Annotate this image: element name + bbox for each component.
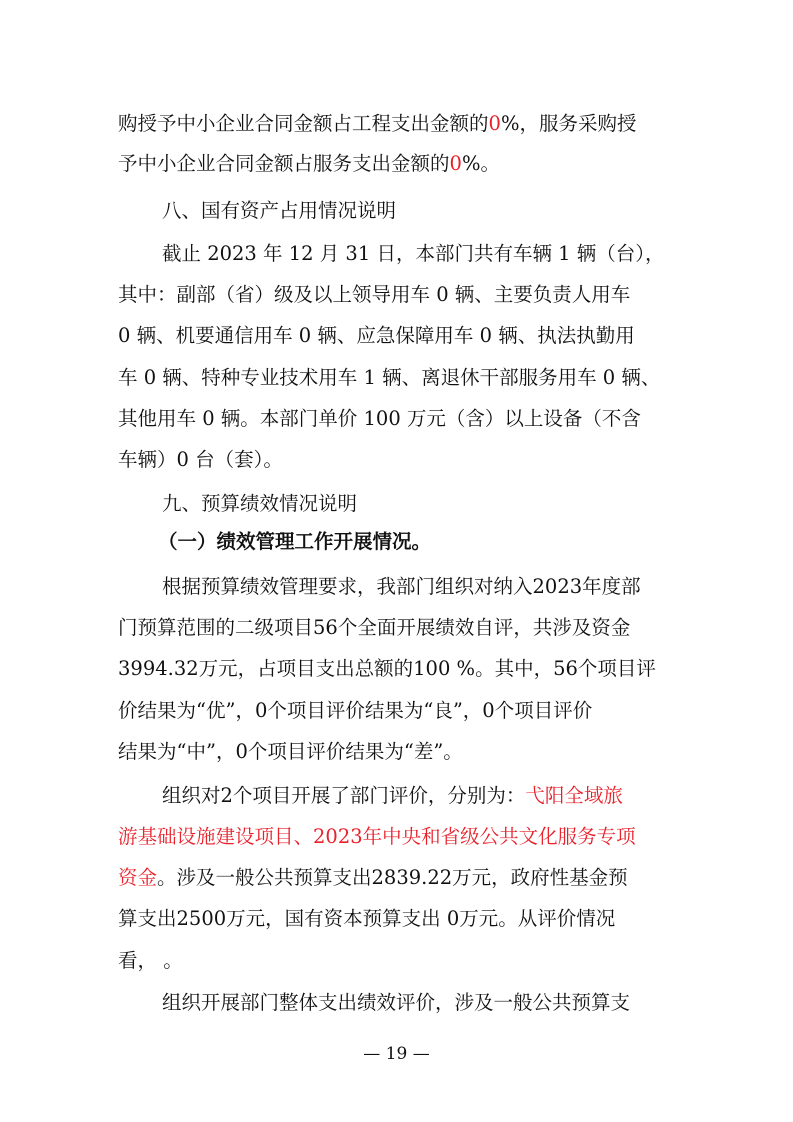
text-segment: 组织开展部门整体支出绩效评价，涉及一般公共预算支	[162, 991, 631, 1014]
text-line	[158, 530, 680, 554]
text-line	[118, 407, 680, 431]
text-segment: 根据预算绩效管理要求，我部门组织对纳入2023年度部	[162, 575, 641, 598]
text-segment: 组织对2个项目开展了部门评价，分别为：	[162, 784, 526, 807]
text-segment: 0	[449, 152, 462, 175]
text-segment: 其他用车 0 辆。本部门单价 100 万元（含）以上设备（不含	[118, 407, 641, 430]
text-line	[118, 448, 680, 472]
text-segment: 购授予中小企业合同金额占工程支出金额的	[118, 112, 489, 135]
text-segment: 0	[488, 112, 501, 135]
text-segment: 门预算范围的二级项目56个全面开展绩效自评，共涉及资金	[118, 616, 631, 639]
text-line	[118, 152, 680, 176]
text-segment: （一）绩效管理工作开展情况。	[158, 530, 432, 553]
text-segment: %。	[461, 152, 500, 175]
text-line	[118, 366, 680, 390]
text-segment: 资金	[118, 866, 158, 889]
text-line	[118, 825, 680, 849]
page-number: — 19 —	[363, 1044, 430, 1064]
text-segment: 算支出2500万元，国有资本预算支出 0万元。从评价情况	[118, 907, 616, 930]
text-segment: 价结果为“优”，0个项目评价结果为“良”，0个项目评价	[118, 699, 593, 722]
text-segment: 车 0 辆、特种专业技术用车 1 辆、离退休干部服务用车 0 辆、	[118, 366, 661, 389]
text-line	[118, 866, 680, 890]
text-segment: 。涉及一般公共预算支出2839.22万元，政府性基金预	[157, 866, 628, 889]
text-line	[162, 784, 680, 808]
text-line	[118, 657, 680, 681]
text-segment: 其中：副部（省）级及以上领导用车 0 辆、主要负责人用车	[118, 283, 631, 306]
text-line	[118, 283, 680, 307]
text-line	[162, 991, 680, 1015]
text-line	[118, 740, 680, 764]
text-line	[162, 242, 680, 266]
text-line	[118, 699, 680, 723]
text-segment: 3994.32万元，占项目支出总额的100 %。其中，56个项目评	[118, 657, 656, 680]
text-line	[118, 907, 680, 931]
text-segment: 游基础设施建设项目、2023年中央和省级公共文化服务专项	[118, 825, 636, 848]
text-line	[118, 324, 680, 348]
text-line	[162, 492, 680, 516]
text-segment: 看， 。	[118, 949, 183, 972]
text-segment: 八、国有资产占用情况说明	[162, 199, 397, 222]
text-line	[118, 949, 680, 973]
text-line	[162, 199, 680, 223]
text-segment: 结果为“中”，0个项目评价结果为“差”。	[118, 740, 463, 763]
text-segment: %，服务采购授	[500, 112, 637, 135]
text-segment: 截止 2023 年 12 月 31 日，本部门共有车辆 1 辆（台），	[162, 242, 665, 265]
text-segment: 0 辆、机要通信用车 0 辆、应急保障用车 0 辆、执法执勤用	[118, 324, 635, 347]
text-segment: 予中小企业合同金额占服务支出金额的	[118, 152, 450, 175]
text-segment: 九、预算绩效情况说明	[162, 492, 358, 515]
text-line	[118, 616, 680, 640]
text-segment: 弋阳全域旅	[525, 784, 623, 807]
text-segment: 车辆）0 台（套）。	[118, 448, 283, 471]
text-line	[118, 112, 680, 136]
text-line	[162, 575, 680, 599]
